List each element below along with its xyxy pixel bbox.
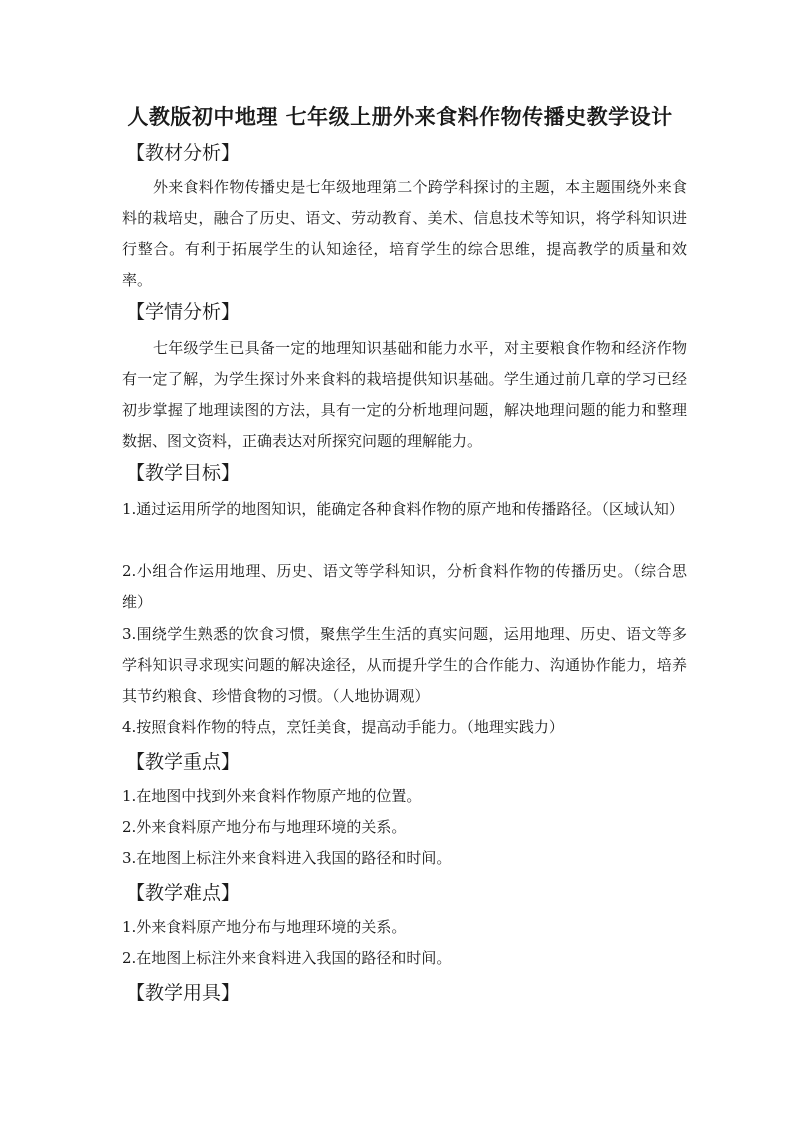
paragraph-textbook-analysis: 外来食料作物传播史是七年级地理第二个跨学科探讨的主题，本主题围绕外来食料的栽培史，融合了历史、语文、劳动教育、美术、信息技术等知识，将学科知识进行整合。有利于拓展学生的认知途径，培育学生的综合思维，提高教学的质量和效率。 bbox=[122, 178, 687, 289]
heading-student-analysis: 【学情分析】 bbox=[126, 301, 241, 323]
difficulty-item-1: 1.外来食料原产地分布与地理环境的关系。 bbox=[122, 918, 407, 936]
heading-textbook-analysis: 【教材分析】 bbox=[126, 142, 241, 164]
key-point-item-3: 3.在地图上标注外来食料进入我国的路径和时间。 bbox=[122, 849, 452, 867]
heading-key-points: 【教学重点】 bbox=[126, 751, 241, 773]
objective-item-3: 3.围绕学生熟悉的饮食习惯，聚焦学生生活的真实问题，运用地理、历史、语文等多学科知识寻求现实问题的解决途径，从而提升学生的合作能力、沟通协作能力，培养其节约粮食、珍惜食物的习惯。（人地协调观） bbox=[122, 625, 687, 705]
key-point-item-2: 2.外来食料原产地分布与地理环境的关系。 bbox=[122, 818, 407, 836]
heading-difficulties: 【教学难点】 bbox=[126, 882, 241, 904]
paragraph-student-analysis: 七年级学生已具备一定的地理知识基础和能力水平，对主要粮食作物和经济作物有一定了解，为学生探讨外来食料的栽培提供知识基础。学生通过前几章的学习已经初步掌握了地理读图的方法，具有一定的分析地理问题，解决地理问题的能力和整理数据、图文资料，正确表达对所探究问题的理解能力。 bbox=[122, 339, 687, 450]
objective-item-1: 1.通过运用所学的地图知识，能确定各种食料作物的原产地和传播路径。（区域认知） bbox=[122, 500, 684, 518]
document-title: 人教版初中地理 七年级上册外来食料作物传播史教学设计 bbox=[127, 104, 673, 129]
key-point-item-1: 1.在地图中找到外来食料作物原产地的位置。 bbox=[122, 787, 422, 805]
objective-item-2: 2.小组合作运用地理、历史、语文等学科知识，分析食料作物的传播历史。（综合思维） bbox=[122, 562, 687, 611]
objective-item-4: 4.按照食料作物的特点，烹饪美食，提高动手能力。（地理实践力） bbox=[122, 718, 564, 736]
heading-tools: 【教学用具】 bbox=[126, 982, 241, 1004]
difficulty-item-2: 2.在地图上标注外来食料进入我国的路径和时间。 bbox=[122, 949, 452, 967]
heading-objectives: 【教学目标】 bbox=[126, 462, 241, 484]
